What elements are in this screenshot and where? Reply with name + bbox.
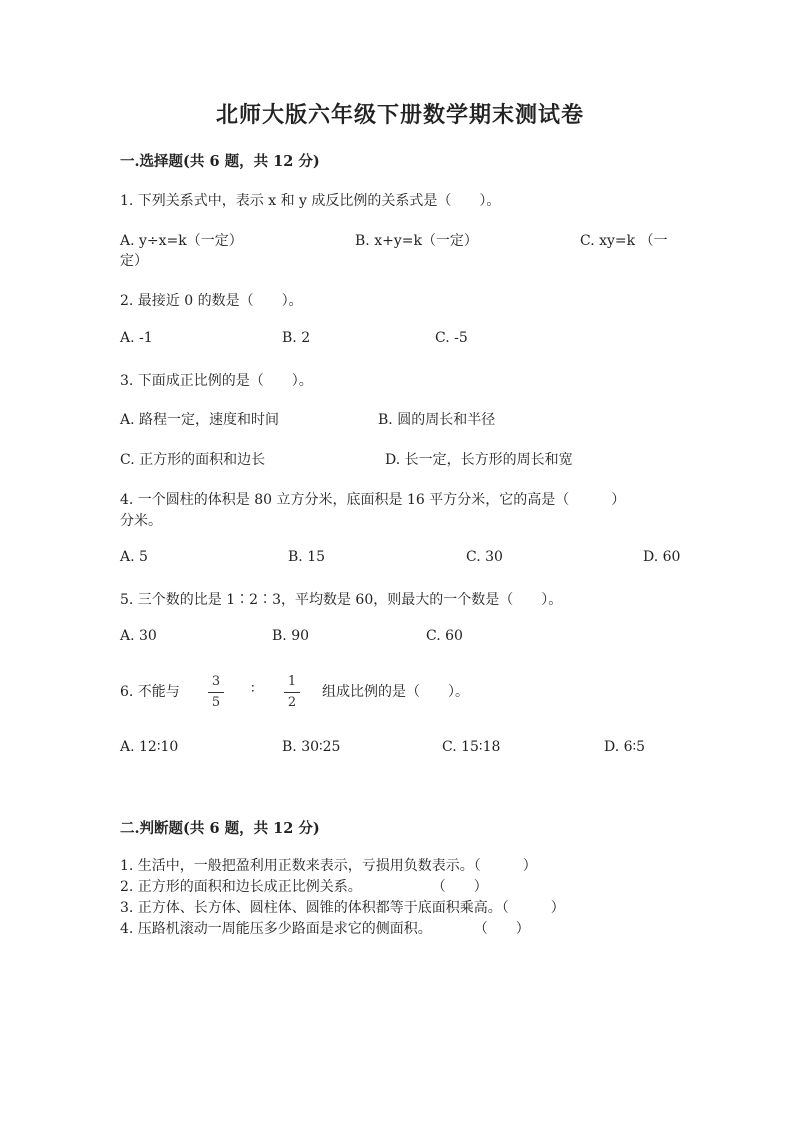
fraction-bar (208, 692, 224, 693)
option: A. 5 (120, 549, 148, 565)
option: B. x+y=k（一定） (355, 233, 478, 249)
fraction-bar (284, 692, 300, 693)
option: B. 30∶25 (282, 739, 341, 755)
option: C. xy=k （一 (580, 233, 668, 249)
fraction-denominator: 2 (287, 695, 297, 710)
question-stem-continuation: 分米。 (120, 513, 162, 529)
option: C. 15∶18 (442, 739, 501, 755)
section-heading-choice: 一.选择题(共 6 题，共 12 分) (120, 153, 320, 170)
option: A. 12∶10 (120, 739, 179, 755)
question-stem: 3. 下面成正比例的是（ ）。 (120, 373, 313, 389)
question-stem-suffix: 组成比例的是（ ）。 (322, 684, 469, 700)
judgment-item: 1. 生活中，一般把盈利用正数来表示，亏损用负数表示。（ ） (120, 858, 537, 874)
option: A. 路程一定，速度和时间 (120, 412, 280, 428)
option: A. y÷x=k（一定） (120, 233, 243, 249)
option-continuation: 定） (120, 253, 148, 269)
judgment-item: 3. 正方体、长方体、圆柱体、圆锥的体积都等于底面积乘高。（ ） (120, 900, 565, 916)
question-stem: 4. 一个圆柱的体积是 80 立方分米，底面积是 16 平方分米，它的高是（ ） (120, 492, 626, 508)
fraction-three-fifths (206, 674, 226, 711)
fraction-denominator: 5 (211, 695, 221, 710)
option: D. 长一定，长方形的周长和宽 (385, 452, 573, 468)
option: C. 60 (426, 628, 463, 644)
page-title: 北师大版六年级下册数学期末测试卷 (215, 102, 584, 128)
judgment-item: 2. 正方形的面积和边长成正比例关系。 （ ） (120, 879, 488, 895)
fraction-one-half (282, 674, 302, 711)
option: C. 30 (466, 549, 503, 565)
question-stem-prefix: 6. 不能与 (120, 684, 180, 700)
question-stem: 5. 三个数的比是 1∶2∶3，平均数是 60，则最大的一个数是（ ）。 (120, 592, 563, 608)
option: B. 2 (282, 330, 311, 346)
option: D. 60 (643, 549, 681, 565)
judgment-item: 4. 压路机滚动一周能压多少路面是求它的侧面积。 （ ） (120, 921, 530, 937)
option: B. 90 (272, 628, 310, 644)
fraction-numerator: 3 (211, 674, 221, 689)
option: A. -1 (120, 330, 153, 346)
section-heading-judgment: 二.判断题(共 6 题，共 12 分) (120, 820, 320, 837)
fraction-numerator: 1 (287, 674, 297, 689)
option: B. 15 (288, 549, 326, 565)
option: C. -5 (435, 330, 468, 346)
option: B. 圆的周长和半径 (378, 412, 496, 428)
question-stem: 1. 下列关系式中，表示 x 和 y 成反比例的关系式是（ ）。 (120, 193, 501, 209)
option: C. 正方形的面积和边长 (120, 452, 266, 468)
ratio-colon: ∶ (251, 681, 255, 697)
option: A. 30 (120, 628, 157, 644)
option: D. 6∶5 (604, 739, 646, 755)
question-stem: 2. 最接近 0 的数是（ ）。 (120, 293, 303, 309)
